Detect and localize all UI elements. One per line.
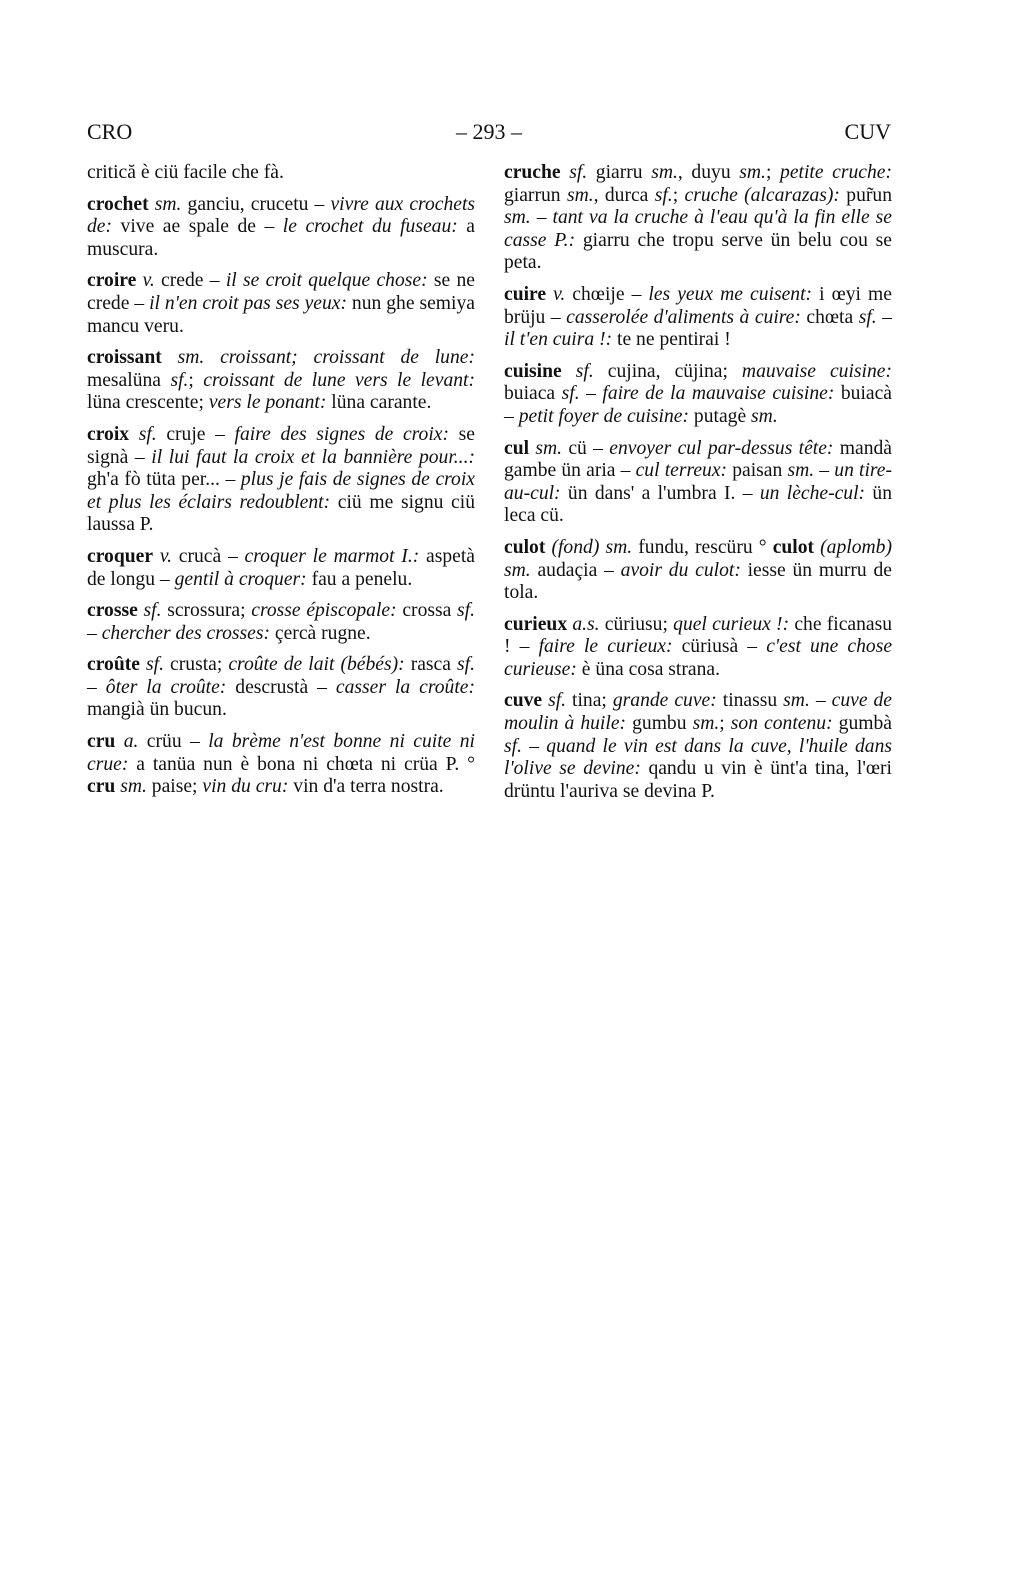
- italic-text: sf.: [858, 306, 877, 328]
- entry-text: chœije –: [565, 283, 649, 305]
- italic-text: vivre aux crochets de:: [87, 193, 476, 238]
- italic-text: casserolée d'aliments à cuire:: [566, 306, 801, 328]
- entry-text: rasca: [404, 654, 458, 676]
- italic-text: envoyer cul par-dessus tête:: [609, 437, 834, 459]
- italic-text: sm.: [787, 460, 815, 482]
- entry-text: buiaca: [504, 383, 562, 405]
- dictionary-entry: [87, 270, 475, 338]
- italic-text: mauvaise cuisine:: [741, 360, 892, 382]
- italic-text: sf.: [561, 383, 580, 405]
- italic-text: quel curieux !:: [673, 613, 790, 635]
- entry-text: te ne pentirai !: [612, 329, 731, 351]
- italic-text: c'est une chose curieuse:: [504, 636, 893, 680]
- entry-text: crossa: [396, 600, 458, 622]
- italic-text: la brème n'est bonne ni cuite ni crue:: [87, 731, 476, 775]
- entry-text: se signà –: [87, 423, 475, 468]
- entry-text: gumbu: [626, 713, 693, 735]
- entry-text: putagè: [689, 405, 752, 427]
- italic-text: tant va la cruche à l'eau qu'à la fin elle se casse P.:: [504, 207, 893, 251]
- italic-text: a.: [123, 731, 139, 753]
- dictionary-entry: [87, 600, 475, 645]
- entry-text: ;: [765, 162, 781, 183]
- entry-text: audaçia –: [530, 559, 621, 581]
- headword: cruche: [504, 162, 561, 183]
- dictionary-entry: [504, 162, 892, 275]
- italic-text: sf.: [548, 690, 567, 712]
- italic-text: il t'en cuira !:: [504, 329, 613, 351]
- header-left-guideword: CRO: [87, 119, 133, 144]
- entry-text: giarrun: [504, 184, 567, 206]
- entry-text: –: [521, 735, 547, 757]
- italic-text: sm.: [504, 207, 531, 229]
- entry-text: mesalüna: [87, 369, 171, 391]
- entry-text: –: [579, 383, 603, 405]
- entry-text: çercà rugne.: [270, 622, 371, 644]
- entry-text: ün leca cü.: [504, 482, 892, 527]
- entry-text: giarru che tropu serve ün belu cou se peta.: [504, 229, 892, 274]
- italic-text: faire le curieux:: [538, 636, 673, 658]
- entry-text: scrossura;: [161, 600, 252, 622]
- entry-text: crucà –: [171, 545, 245, 567]
- italic-text: a.s.: [572, 613, 600, 635]
- italic-text: casser la croûte:: [335, 676, 475, 698]
- italic-text: vin du cru:: [202, 776, 289, 798]
- italic-text: petite cruche:: [780, 162, 892, 183]
- entry-text: a tanüa nun è bona ni chœta ni crüa P. °: [128, 753, 475, 775]
- entry-text: paise;: [146, 776, 203, 798]
- dictionary-entry: [504, 690, 892, 803]
- entry-text: che ficanasu ! –: [504, 613, 893, 658]
- entry-text: crüu –: [138, 731, 209, 753]
- entry-text: –: [876, 306, 892, 328]
- entry-text: ;: [188, 369, 204, 391]
- italic-text: plus je fais de signes de croix et plus les éclairs redoublent:: [87, 469, 475, 513]
- italic-text: croissant de lune vers le levant:: [203, 369, 476, 391]
- entry-text: , duyu: [677, 162, 740, 183]
- entry-text: mandà gambe ün aria –: [504, 437, 892, 482]
- headword: cru: [87, 776, 116, 798]
- headword: crochet: [87, 193, 149, 215]
- entry-text: qandu u vin è ünt'a tina, l'œri drüntu l'auriva se devina P.: [504, 758, 893, 802]
- italic-text: sm.: [177, 347, 205, 369]
- entry-text: gh'a fò tüta per... –: [87, 469, 241, 491]
- italic-text: (fond): [551, 536, 600, 558]
- entry-text: cüriusà –: [672, 636, 767, 658]
- italic-text: sf.: [504, 735, 522, 757]
- entry-text: è üna cosa strana.: [576, 658, 720, 680]
- entry-text: vive ae spale de –: [112, 216, 283, 238]
- headword: croquer: [87, 545, 154, 567]
- italic-text: sm.: [605, 536, 633, 558]
- headword: croix: [87, 423, 130, 445]
- entry-text: a muscura.: [87, 216, 475, 260]
- entry-text: cujina, cüjina;: [593, 360, 742, 382]
- entry-text: fau a penelu.: [306, 568, 413, 590]
- dictionary-entry: [87, 162, 475, 185]
- italic-text: cruche (alcarazas):: [684, 184, 840, 206]
- italic-text: son contenu:: [730, 713, 833, 735]
- italic-text: faire des signes de croix:: [234, 423, 450, 445]
- headword: culot: [772, 536, 815, 558]
- dictionary-entry: [504, 361, 892, 429]
- dictionary-entry: [87, 546, 475, 591]
- entry-text: [162, 347, 178, 368]
- italic-text: sf.: [569, 162, 588, 183]
- italic-text: il n'en croit pas ses yeux:: [149, 292, 347, 314]
- entry-text: –: [87, 676, 106, 698]
- entry-text: [562, 361, 576, 382]
- italic-text: les yeux me cuisent:: [648, 283, 813, 305]
- italic-text: le crochet du fuseau:: [282, 216, 458, 238]
- italic-text: v.: [159, 545, 172, 567]
- entry-text: fundu, rescüru °: [632, 536, 773, 558]
- italic-text: sm.: [692, 713, 720, 735]
- italic-text: croissant; croissant de lune:: [220, 347, 475, 369]
- entry-text: mangià ün bucun.: [87, 699, 227, 721]
- italic-text: sm.: [504, 559, 531, 581]
- italic-text: v.: [142, 270, 155, 292]
- dictionary-entry: [87, 654, 475, 722]
- italic-text: sm.: [739, 162, 766, 183]
- italic-text: un tire-au-cul:: [504, 460, 893, 504]
- italic-text: sf.: [654, 184, 673, 206]
- entry-text: buiacà –: [504, 383, 893, 427]
- header-right-guideword: CUV: [844, 119, 891, 144]
- entry-text: vin d'a terra nostra.: [288, 776, 444, 798]
- right-column: [504, 162, 892, 812]
- italic-text: ôter la croûte:: [105, 676, 227, 698]
- italic-text: grande cuve:: [612, 690, 717, 712]
- entry-text: cruje –: [156, 423, 235, 445]
- italic-text: croquer le marmot I.:: [244, 545, 420, 567]
- italic-text: sf.: [143, 600, 162, 622]
- italic-text: petit foyer de cuisine:: [518, 405, 690, 427]
- italic-text: sf.: [146, 654, 164, 676]
- dictionary-entry: [504, 614, 892, 682]
- entry-text: [153, 546, 160, 567]
- entry-text: crusta;: [164, 654, 229, 676]
- entry-text: [561, 162, 570, 183]
- italic-text: v.: [553, 283, 566, 305]
- dictionary-entry: [504, 438, 892, 528]
- entry-text: i œyi me brüju –: [504, 283, 892, 328]
- italic-text: il lui faut la croix et la bannière pour...:: [151, 446, 476, 468]
- entry-text: ;: [719, 713, 731, 735]
- entry-text: descrustà –: [226, 676, 336, 698]
- entry-text: [204, 347, 220, 368]
- dictionary-entry: [87, 424, 475, 537]
- entry-text: aspetà de longu –: [87, 545, 476, 590]
- headword: crosse: [87, 600, 138, 622]
- italic-text: sf.: [457, 600, 475, 622]
- page-number: – 293 –: [456, 119, 522, 144]
- italic-text: (aplomb): [820, 536, 892, 558]
- entry-text: ganciu, crucetu –: [181, 193, 331, 215]
- italic-text: croûte de lait (bébés):: [228, 654, 405, 676]
- dictionary-entry: [87, 731, 475, 799]
- italic-text: faire de la mauvaise cuisine:: [602, 383, 835, 405]
- entry-text: ;: [672, 184, 685, 206]
- entry-text: [115, 731, 123, 752]
- entry-text: giarru: [587, 162, 652, 183]
- dictionary-entry: [504, 284, 892, 352]
- italic-text: avoir du culot:: [620, 559, 741, 581]
- entry-text: pur̃un: [839, 184, 892, 206]
- headword: culot: [504, 536, 546, 558]
- italic-text: cuve de moulin à huile:: [504, 690, 893, 735]
- entry-text: –: [814, 460, 835, 482]
- italic-text: sm.: [566, 184, 594, 206]
- entry-text: cü –: [562, 437, 610, 459]
- entry-text: gumbà: [832, 713, 892, 735]
- headword: croissant: [87, 347, 162, 369]
- entry-text: nun ghe semiya mancu veru.: [87, 292, 475, 337]
- entry-text: , durca: [593, 184, 655, 206]
- italic-text: vers le ponant:: [208, 392, 327, 414]
- headword: croire: [87, 270, 137, 292]
- italic-text: gentil à croquer:: [174, 568, 307, 590]
- entry-text: ün dans' a l'umbra I. –: [560, 482, 760, 504]
- headword: cru: [87, 731, 116, 753]
- entry-text: ciü me signu ciü laussa P.: [87, 491, 475, 536]
- italic-text: sf.: [575, 360, 594, 382]
- entry-text: [129, 424, 139, 445]
- italic-text: sm.: [651, 162, 678, 183]
- entry-text: cüriusu;: [599, 613, 674, 635]
- headword: cuve: [504, 690, 543, 712]
- italic-text: il se croit quelque chose:: [225, 270, 428, 292]
- italic-text: crosse épiscopale:: [251, 600, 397, 622]
- dictionary-entry: [87, 347, 475, 415]
- italic-text: sf.: [170, 369, 189, 391]
- italic-text: un lèche-cul:: [759, 482, 866, 504]
- italic-text: chercher des crosses:: [101, 622, 271, 644]
- italic-text: cul terreux:: [635, 460, 728, 482]
- italic-text: sm.: [154, 193, 182, 215]
- running-head: [87, 117, 891, 147]
- dictionary-entry: [504, 537, 892, 605]
- italic-text: sm.: [120, 776, 147, 798]
- italic-text: sm.: [751, 405, 778, 427]
- italic-text: sf.: [138, 423, 157, 445]
- left-column: [87, 162, 475, 808]
- italic-text: quand le vin est dans la cuve, l'huile dans l'olive se devine:: [504, 735, 893, 780]
- headword: cuisine: [504, 360, 562, 382]
- entry-text: –: [809, 690, 832, 712]
- headword: cuire: [504, 283, 547, 305]
- dictionary-entry: [87, 194, 475, 262]
- headword: curieux: [504, 613, 568, 635]
- entry-text: tinassu: [716, 690, 784, 712]
- entry-text: se ne crede –: [87, 270, 475, 314]
- italic-text: sm.: [783, 690, 810, 712]
- entry-text: lüna carante.: [326, 392, 432, 414]
- headword: cul: [504, 437, 530, 459]
- entry-text: chœta: [800, 306, 859, 328]
- entry-text: crede –: [154, 270, 226, 292]
- entry-text: tina;: [566, 690, 613, 712]
- entry-text: critică è ciü facile che fà.: [87, 162, 284, 183]
- entry-text: iesse ün murru de tola.: [504, 559, 892, 604]
- entry-text: lüna crescente;: [87, 392, 209, 414]
- italic-text: sf.: [457, 654, 475, 676]
- entry-text: –: [530, 207, 553, 229]
- entry-text: paisan: [727, 460, 788, 482]
- entry-text: –: [87, 622, 102, 644]
- italic-text: sm.: [535, 437, 563, 459]
- headword: croûte: [87, 654, 140, 676]
